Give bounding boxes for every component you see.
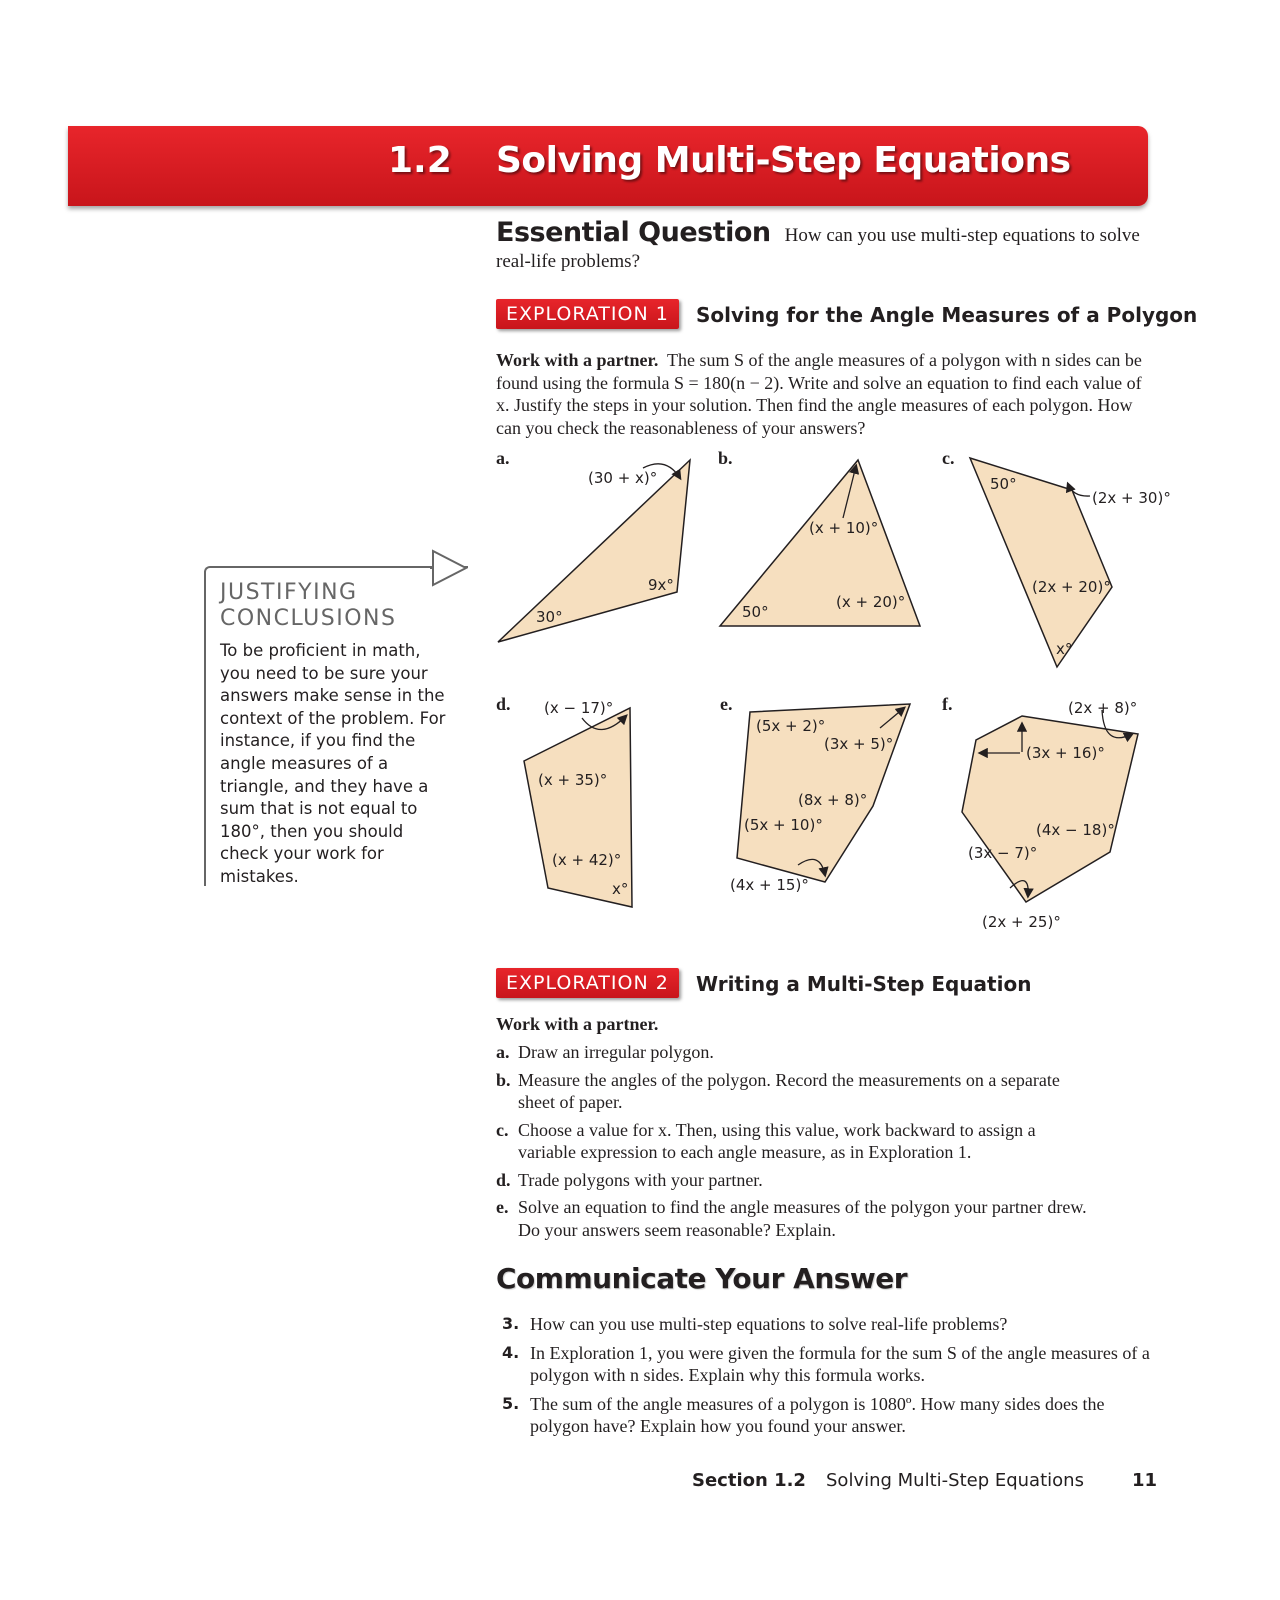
figure-a: [496, 448, 690, 642]
figure-d-angle-1: (x − 17)°: [544, 699, 614, 717]
figure-c-angle-4: x°: [1056, 640, 1073, 658]
figure-f-angle-3: (4x − 18)°: [1036, 821, 1115, 839]
essential-question-text: How can you use multi-step equations to solve real-life problems?: [496, 225, 1140, 272]
figure-d-angle-4: x°: [612, 880, 629, 898]
exploration-1-instructions: [496, 349, 1156, 439]
exploration-2-lead: Work with a partner.: [496, 1014, 659, 1034]
figure-d-angle-3: (x + 42)°: [552, 851, 622, 869]
exploration-1-lead: Work with a partner.: [496, 350, 659, 370]
communicate-list: [502, 1313, 1152, 1444]
polygon-figures: [480, 440, 1180, 940]
section-number: 1.2: [388, 140, 452, 181]
figure-e-angle-2: (3x + 5)°: [824, 735, 894, 753]
question-item: [502, 1393, 1152, 1438]
list-item-text: Measure the angles of the polygon. Record the measurements on a separate sheet of paper.: [518, 1069, 1060, 1112]
figure-a-label: a.: [496, 448, 510, 468]
figure-f-label: f.: [942, 694, 953, 714]
page-number: 11: [1132, 1470, 1158, 1491]
list-item-text: Choose a value for x. Then, using this value, work backward to assign a variable expression to each angle measure, as in Exploration 1.: [518, 1119, 1036, 1162]
figure-a-angle-2: 9x°: [648, 576, 674, 594]
list-item-key: c.: [496, 1119, 509, 1140]
footer-title: Solving Multi-Step Equations: [826, 1470, 1084, 1491]
list-item: [496, 1169, 1096, 1192]
figure-e-label: e.: [720, 694, 733, 714]
figure-e: [720, 694, 910, 894]
footer-section: Section 1.2: [692, 1470, 806, 1491]
figure-d-angle-2: (x + 35)°: [538, 771, 608, 789]
exploration-2-list: [496, 1041, 1096, 1246]
question-text: How can you use multi-step equations to solve real-life problems?: [530, 1314, 1008, 1334]
list-item: [496, 1069, 1096, 1114]
question-number: 3.: [502, 1314, 520, 1333]
figure-a-angle-1: (30 + x)°: [588, 469, 658, 487]
figure-c-angle-3: (2x + 20)°: [1032, 578, 1111, 596]
figure-f-angle-5: (2x + 25)°: [982, 913, 1061, 931]
question-item: [502, 1342, 1152, 1387]
sidebar-heading: JUSTIFYING CONCLUSIONS: [220, 580, 397, 631]
exploration-1-tab: EXPLORATION 1: [496, 299, 679, 329]
list-item: [496, 1041, 1096, 1064]
figure-d-polygon: [524, 708, 632, 907]
exploration-1-title: Solving for the Angle Measures of a Polygon: [696, 303, 1198, 327]
list-item-key: a.: [496, 1042, 510, 1062]
exploration-2-lead-line: [496, 1013, 1156, 1036]
figure-b-angle-3: (x + 20)°: [836, 593, 906, 611]
figure-a-angle-3: 30°: [536, 608, 563, 626]
figure-f-angle-2: (3x + 16)°: [1026, 744, 1105, 762]
figure-d: [496, 694, 632, 907]
list-item: [496, 1119, 1096, 1164]
list-item-key: b.: [496, 1069, 511, 1090]
figure-e-angle-1: (5x + 2)°: [756, 717, 826, 735]
figure-e-angle-3: (8x + 8)°: [798, 791, 868, 809]
figure-f-angle-1: (2x + 8)°: [1068, 699, 1138, 717]
question-number: 4.: [502, 1342, 520, 1362]
exploration-2-tab: EXPLORATION 2: [496, 968, 679, 998]
list-item-text: Trade polygons with your partner.: [518, 1169, 763, 1190]
figure-b-angle-2: 50°: [742, 603, 769, 621]
list-item-text: Draw an irregular polygon.: [518, 1042, 714, 1062]
figure-f-angle-4: (3x − 7)°: [968, 844, 1038, 862]
figure-d-label: d.: [496, 694, 511, 714]
list-item-key: e.: [496, 1197, 509, 1217]
exploration-2-title: Writing a Multi-Step Equation: [696, 972, 1032, 996]
essential-question-heading: Essential Question: [496, 217, 771, 248]
list-item-text: Solve an equation to find the angle measures of the polygon your partner drew. Do your answers seem reasonable? Explain.: [518, 1197, 1087, 1240]
essential-question: [496, 217, 1146, 275]
question-text: In Exploration 1, you were given the formula for the sum S of the angle measures of a polygon with n sides. Explain why this formula works.: [530, 1342, 1150, 1385]
figure-c-label: c.: [942, 448, 955, 468]
question-item: [502, 1313, 1152, 1336]
figure-c-angle-1: 50°: [990, 475, 1017, 493]
page-title: Solving Multi-Step Equations: [496, 140, 1071, 181]
figure-c-angle-2: (2x + 30)°: [1092, 489, 1171, 507]
figure-c: [942, 448, 1171, 667]
figure-a-polygon: [498, 460, 690, 642]
figure-f: [942, 694, 1138, 931]
list-item: [496, 1196, 1096, 1241]
figure-e-angle-5: (4x + 15)°: [730, 876, 809, 894]
sidebar-body: To be proficient in math, you need to be sure your answers make sense in the context of the problem. For instance, if you find the angle measures of a triangle, and they have a sum that is not equal to 180°, then you should check your work for mistakes.: [220, 641, 446, 886]
question-number: 5.: [502, 1393, 520, 1413]
exploration-1-text: The sum S of the angle measures of a polygon with n sides can be found using the formula S = 180(n − 2). Write and solve an equation to find each value of x. Justify the steps in your solution. Then find the angle measures of each polygon. How can you check the reasonableness of your answers?: [496, 350, 1142, 438]
communicate-heading: Communicate Your Answer: [496, 1262, 908, 1295]
figure-b: [718, 448, 920, 626]
sidebar-top-rule: [260, 566, 434, 568]
list-item-key: d.: [496, 1169, 511, 1190]
figure-e-angle-4: (5x + 10)°: [744, 816, 823, 834]
figure-b-label: b.: [718, 448, 733, 468]
question-text: The sum of the angle measures of a polygon is 1080º. How many sides does the polygon have? Explain how you found your answer.: [530, 1393, 1105, 1436]
figure-b-angle-1: (x + 10)°: [809, 519, 879, 537]
